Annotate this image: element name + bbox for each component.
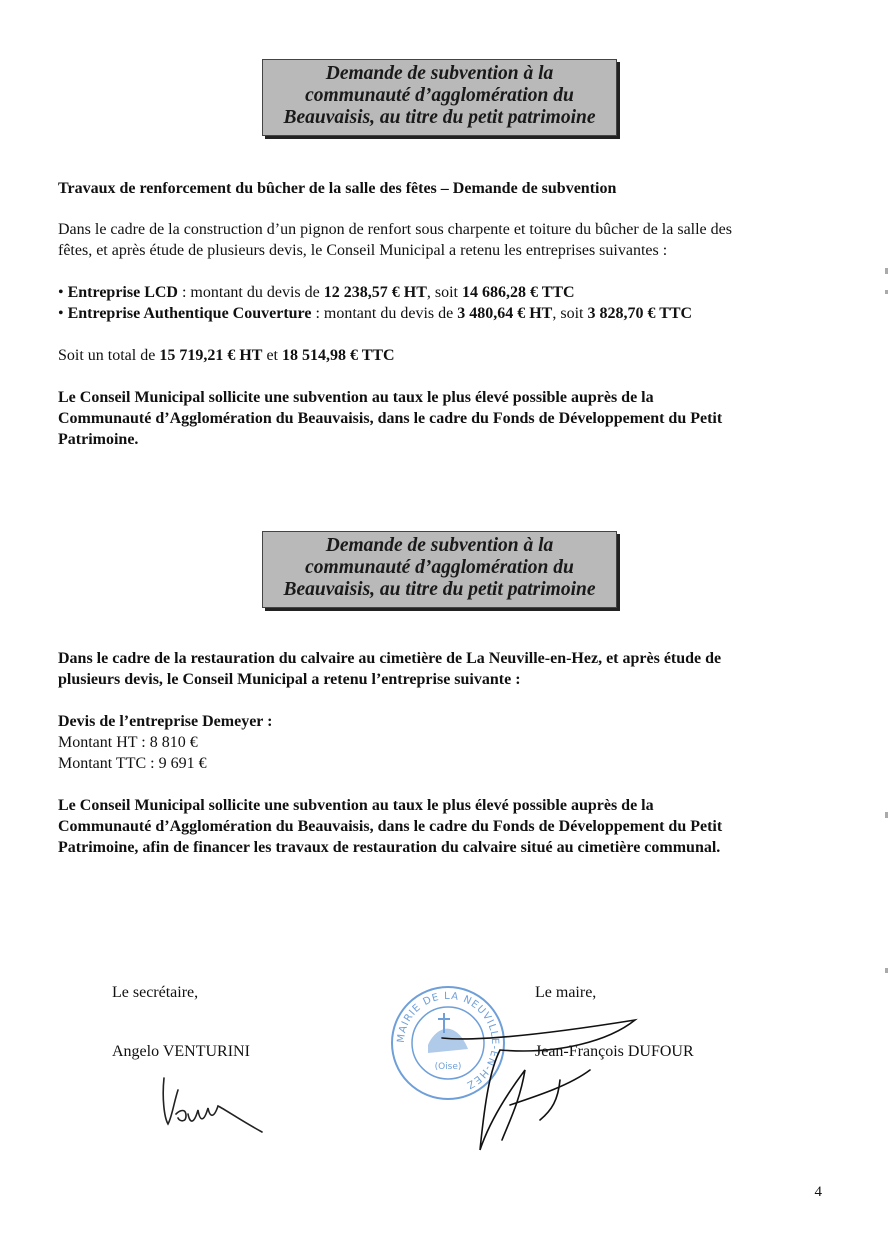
section-title-box: [262, 59, 617, 136]
total-ttc: 18 514,98 € TTC: [282, 347, 395, 364]
intro-line: plusieurs devis, le Conseil Municipal a retenu l’entreprise suivante :: [58, 671, 521, 688]
section-2: [58, 648, 828, 858]
amount-ht: 3 480,64 € HT: [457, 305, 553, 322]
amount-ht: 12 238,57 € HT: [323, 284, 427, 301]
quote-text: : montant du devis de: [177, 284, 324, 301]
total-ht: 15 719,21 € HT: [159, 347, 263, 364]
stamp-sub-text: (Oise): [434, 1062, 462, 1072]
section-title-line: communauté d’agglomération du: [305, 557, 574, 578]
bullet-icon: •: [58, 305, 64, 322]
section-title-line: Demande de subvention à la: [325, 63, 554, 84]
quote-bullet-authentique: [58, 303, 828, 324]
quote-text: , soit: [426, 284, 462, 301]
section-title-line: communauté d’agglomération du: [305, 85, 574, 106]
request-line: Le Conseil Municipal sollicite une subvention au taux le plus élevé possible auprès de la: [58, 797, 654, 814]
subsidy-request: [58, 387, 828, 450]
bullet-icon: •: [58, 284, 64, 301]
request-line: Patrimoine, afin de financer les travaux de restauration du calvaire situé au cimetière communal.: [58, 839, 721, 856]
scan-mark: [885, 268, 888, 274]
subsidy-request: [58, 795, 828, 858]
mayor-label: Le maire,: [535, 984, 597, 1001]
section-title-line: Demande de subvention à la: [325, 535, 554, 556]
scan-mark: [885, 290, 888, 294]
intro-text: [58, 219, 828, 261]
total-line: [58, 345, 828, 366]
secretary-signature: [150, 1062, 280, 1142]
intro-line: fêtes, et après étude de plusieurs devis, le Conseil Municipal a retenu les entreprises suivantes :: [58, 242, 668, 259]
company-name: Entreprise LCD: [67, 284, 178, 301]
request-line: Communauté d’Agglomération du Beauvaisis, dans le cadre du Fonds de Développement du Petit: [58, 410, 723, 427]
amount-ttc: 14 686,28 € TTC: [462, 284, 575, 301]
amount-ttc: 3 828,70 € TTC: [587, 305, 693, 322]
intro-text: [58, 648, 828, 690]
scan-mark: [885, 812, 888, 818]
mayor-name: Jean-François DUFOUR: [535, 1043, 694, 1060]
section-heading: Travaux de renforcement du bûcher de la salle des fêtes – Demande de subvention: [58, 180, 617, 197]
intro-line: Dans le cadre de la construction d’un pignon de renfort sous charpente et toiture du bûcher de la salle des: [58, 221, 732, 238]
quote-text: : montant du devis de: [311, 305, 458, 322]
total-prefix: Soit un total de: [58, 347, 160, 364]
section-title-line: Beauvaisis, au titre du petit patrimoine: [283, 107, 596, 128]
secretary-label: Le secrétaire,: [112, 984, 199, 1001]
section-title-line: Beauvaisis, au titre du petit patrimoine: [283, 579, 596, 600]
devis-title: Devis de l’entreprise Demeyer :: [58, 713, 273, 730]
quote-text: , soit: [552, 305, 588, 322]
quote-bullet-lcd: [58, 282, 828, 303]
intro-line: Dans le cadre de la restauration du calvaire au cimetière de La Neuville-en-Hez, et après étude de: [58, 650, 722, 667]
scan-mark: [885, 968, 888, 973]
montant-ht: Montant HT : 8 810 €: [58, 734, 198, 751]
page-number: 4: [814, 1184, 822, 1200]
request-line: Patrimoine.: [58, 431, 139, 448]
mayor-signature: [440, 1010, 650, 1170]
request-line: Communauté d’Agglomération du Beauvaisis, dans le cadre du Fonds de Développement du Petit: [58, 818, 723, 835]
company-name: Entreprise Authentique Couverture: [67, 305, 312, 322]
total-mid: et: [262, 347, 282, 364]
section-title-box: [262, 531, 617, 608]
request-line: Le Conseil Municipal sollicite une subvention au taux le plus élevé possible auprès de la: [58, 389, 654, 406]
montant-ttc: Montant TTC : 9 691 €: [58, 755, 207, 772]
section-1: [58, 178, 828, 450]
secretary-name: Angelo VENTURINI: [112, 1043, 250, 1060]
stamp-text: MAIRIE DE LA NEUVILLE-EN-HEZ: [395, 990, 501, 1091]
